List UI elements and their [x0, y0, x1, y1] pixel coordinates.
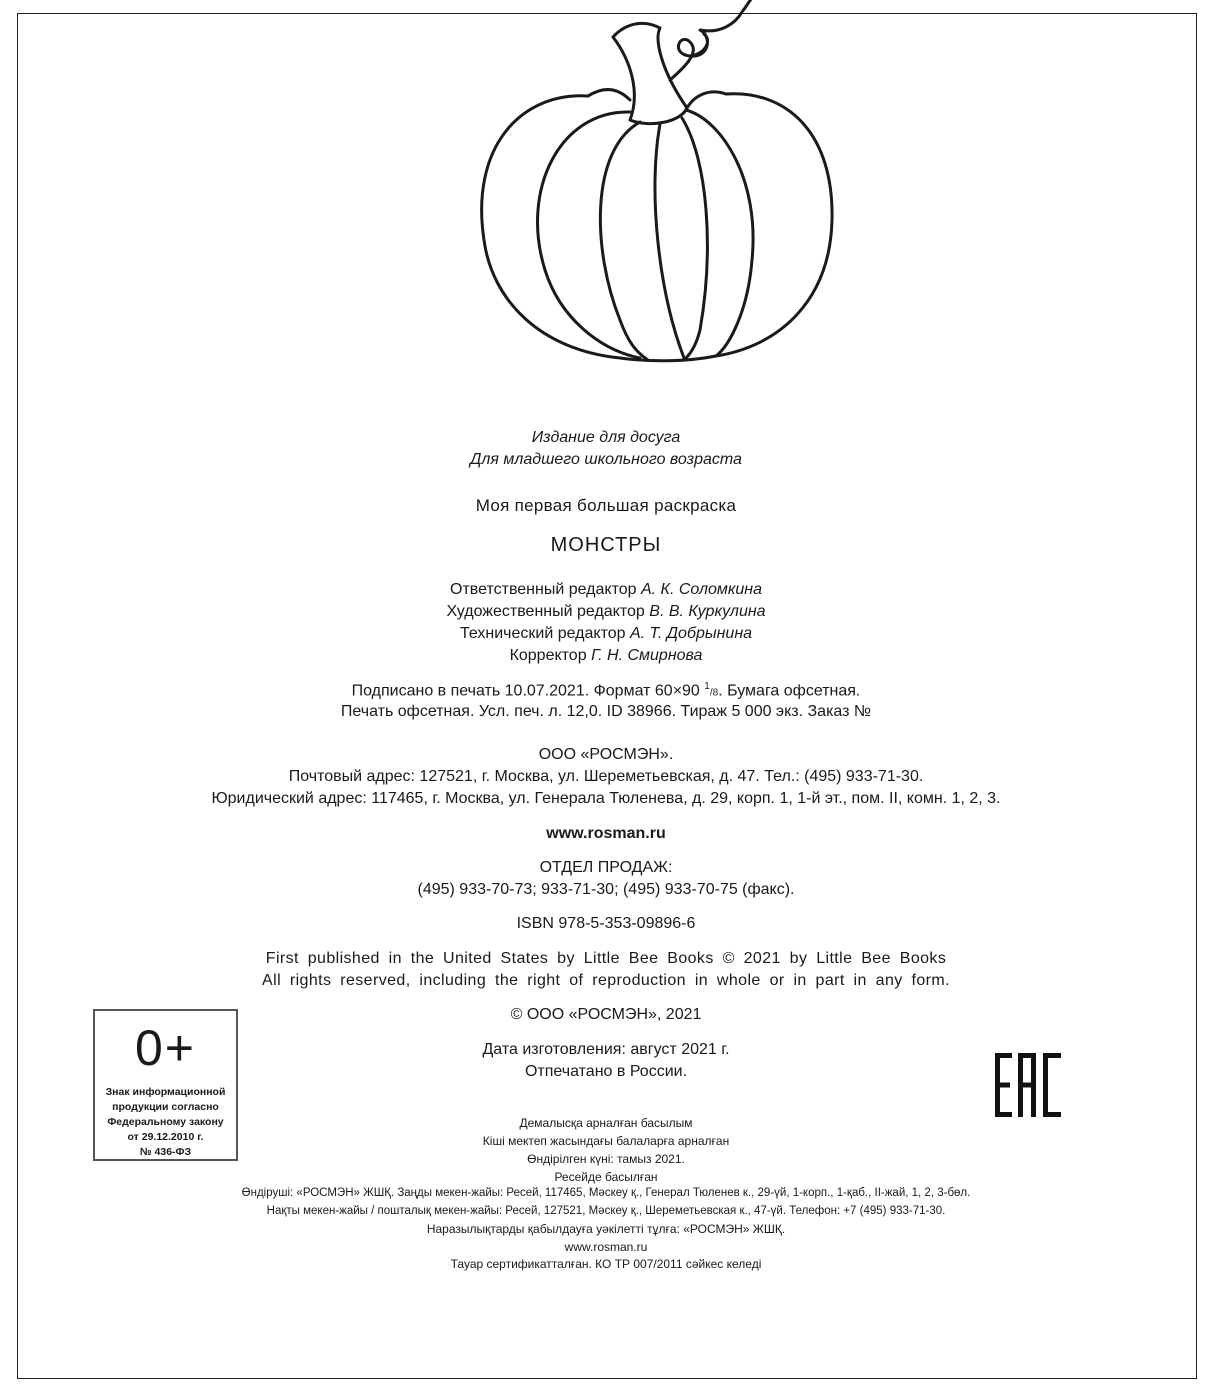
- credit-name: А. Т. Добрынина: [629, 625, 753, 642]
- kz-line: Тауар сертификатталған. КО ТР 007/2011 сәйкес келеді: [450, 1257, 762, 1271]
- kz-website[interactable]: www.rosman.ru: [564, 1240, 648, 1254]
- caption-line: Федеральному закону: [107, 1116, 224, 1128]
- credit-name: Г. Н. Смирнова: [591, 647, 703, 664]
- publisher-legal-address: Юридический адрес: 117465, г. Москва, ул. Генерала Тюленева, д. 29, корп. 1, 1-й эт., пом. II, комн. 1, 2, 3.: [211, 790, 1001, 807]
- edition-purpose: Издание для досуга: [531, 429, 681, 446]
- age-rating-mark: 0+: [134, 1020, 196, 1076]
- kz-line: Демалысқа арналған басылым: [519, 1116, 693, 1130]
- credit-role: Корректор: [509, 647, 587, 664]
- caption-line: № 436-ФЗ: [139, 1146, 192, 1158]
- credit-line: [0, 625, 1212, 643]
- caption-line: Знак информационной: [105, 1086, 226, 1098]
- kz-line: Ресейде басылған: [554, 1170, 658, 1184]
- kz-line: Наразылықтарды қабылдауға уәкілетті тұлға: «РОСМЭН» ЖШҚ.: [426, 1222, 786, 1236]
- pumpkin-illustration: [470, 0, 850, 370]
- publisher-name: ООО «РОСМЭН».: [538, 746, 674, 763]
- credit-line: [0, 603, 1212, 621]
- credit-name: А. К. Соломкина: [640, 581, 762, 598]
- sales-heading: ОТДЕЛ ПРОДАЖ:: [539, 859, 673, 876]
- rights-line-2: All rights reserved, including the right of reproduction in whole or in part in any form.: [262, 972, 950, 989]
- print-details-1: [0, 681, 1212, 700]
- book-title: МОНСТРЫ: [550, 534, 662, 556]
- credit-role: Художественный редактор: [446, 603, 645, 620]
- kz-line: Өндіруші: «РОСМЭН» ЖШҚ. Заңды мекен-жайы: Ресей, 117465, Мәскеу қ., Генерал Тюленев к., 29-үй, 1-корп., 1-қаб., II-жай, 1, 2, 3-бөл.: [241, 1187, 971, 1199]
- rights-line-1: First published in the United States by Little Bee Books © 2021 by Little Bee Books: [265, 950, 947, 967]
- printed-in: Отпечатано в России.: [524, 1063, 688, 1080]
- format-fraction-denominator: /8: [709, 687, 719, 699]
- manufacture-date: Дата изготовления: август 2021 г.: [482, 1041, 730, 1058]
- sales-phones: (495) 933-70-73; 933-71-30; (495) 933-70-75 (факс).: [417, 881, 795, 898]
- credit-name: В. В. Куркулина: [649, 603, 766, 620]
- credit-role: Технический редактор: [459, 625, 626, 642]
- caption-line: продукции согласно: [112, 1101, 219, 1113]
- print-text: . Бумага офсетная.: [718, 682, 861, 700]
- print-details-2: Печать офсетная. Усл. печ. л. 12,0. ID 38966. Тираж 5 000 экз. Заказ №: [340, 703, 872, 720]
- format-fraction-numerator: 1: [704, 681, 710, 692]
- kz-line: Нақты мекен-жайы / пошталық мекен-жайы: Ресей, 127521, Мәскеу қ., Шереметьевская к., 47-үй. Телефон: +7 (495) 933-71-30.: [266, 1205, 946, 1217]
- copyright: © ООО «РОСМЭН», 2021: [510, 1006, 702, 1023]
- print-text: Подписано в печать 10.07.2021. Формат 60×90: [351, 682, 705, 700]
- series-title: Моя первая большая раскраска: [475, 496, 737, 515]
- isbn: ISBN 978-5-353-09896-6: [516, 915, 696, 932]
- credit-role: Ответственный редактор: [450, 581, 637, 598]
- credit-line: [0, 581, 1212, 599]
- edition-age-group: Для младшего школьного возраста: [470, 451, 742, 468]
- kz-line: Өндірілген күні: тамыз 2021.: [527, 1152, 685, 1166]
- publisher-website[interactable]: www.rosman.ru: [546, 825, 666, 842]
- kz-line: Кіші мектеп жасындағы балаларға арналған: [482, 1134, 730, 1148]
- eac-certification-icon: [995, 1053, 1061, 1117]
- publisher-postal-address: Почтовый адрес: 127521, г. Москва, ул. Шереметьевская, д. 47. Тел.: (495) 933-71-30.: [288, 768, 924, 785]
- credit-line: [0, 647, 1212, 665]
- caption-line: от 29.12.2010 г.: [127, 1131, 204, 1143]
